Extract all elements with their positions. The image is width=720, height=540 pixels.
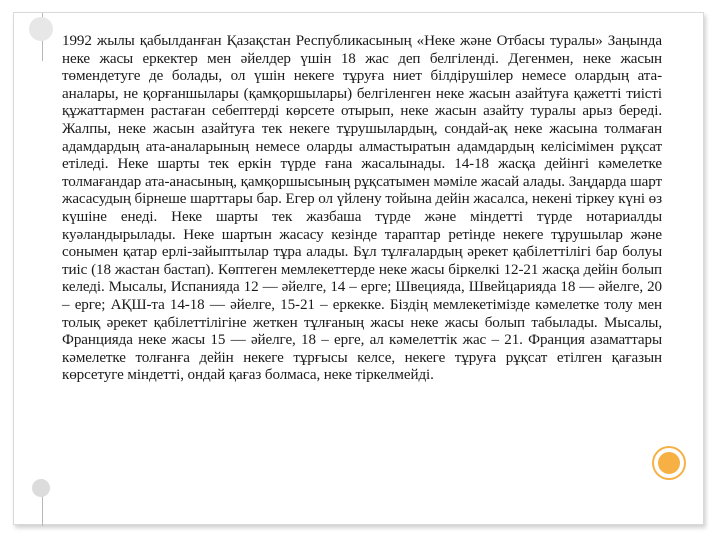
bottom-decorative-circle (32, 479, 50, 497)
slide-body-text: 1992 жылы қабылданған Қазақстан Республикасының «Неке және Отбасы туралы» Заңында неке жасы еркектер мен әйелдер үшін 18 жас деп белгіленді. Дегенмен, неке жасын төмендетуге де болады, ол үшін некеге тұруға ниет білдірушілер немесе олардың ата-аналары, не қорғаншылары (қамқоршылары) белгіленген неке жасын азайтуға қажетті тиісті құжаттармен растаған себептерді көрсете отырып, неке жасын азайту туралы арыз береді. Жалпы, неке жасын азайтуға тек некеге тұрушылардың, сондай-ақ неке жасына толмаған адамдардың ата-аналарының немесе оларды алмастыратын адамдардың келісімімен рұқсат етіледі. Неке шарты тек еркін түрде ғана жасалынады. 14-18 жасқа дейінгі кәмелетке толмағандар ата-анасының, қамқоршысының рұқсатымен мәміле жасай алады. Заңдарда шарт жасасудың бірнеше шарттары бар. Егер ол үйлену тойына дейін жасалса, некені тіркеу күні өз күшіне енеді. Неке шарты тек жазбаша түрде және міндетті түрде нотариалды куәландырылады. Неке шартын жасасу кезінде тараптар ретінде некеге тұрушылар және сонымен қатар ерлі-зайыптылар тұра алады. Бұл тұлғалардың әрекет қабілеттілігі бар болуы тиіс (18 жастан бастап). Көптеген мемлекеттерде неке жасы біркелкі 12-21 жасқа дейін болып келеді. Мысалы, Испанияда 12 — әйелге, 14 – ерге; Швецияда, Швейцарияда 18 — әйелге, 20 – ерге; АҚШ-та 14-18 — әйелге, 15-21 – еркекке. Біздің мемлекетімізде кәмелетке толу мен толық әрекет қабілеттілігіне жеткен тұлғаның жасы неке жасы болып табылады. Мысалы, Францияда неке жасы 15 — әйелге, 18 – ерге, ал кәмелеттік жас – 21. Франция азаматтары кәмелетке толғанға дейін некеге тұрғысы келсе, некеге тұруға рұқсат етілген қағазын көрсетуге міндетті, ондай қағаз болмаса, неке тіркелмейді. (62, 33, 662, 384)
orange-accent-circle (654, 448, 684, 478)
top-decorative-circle (29, 17, 53, 41)
